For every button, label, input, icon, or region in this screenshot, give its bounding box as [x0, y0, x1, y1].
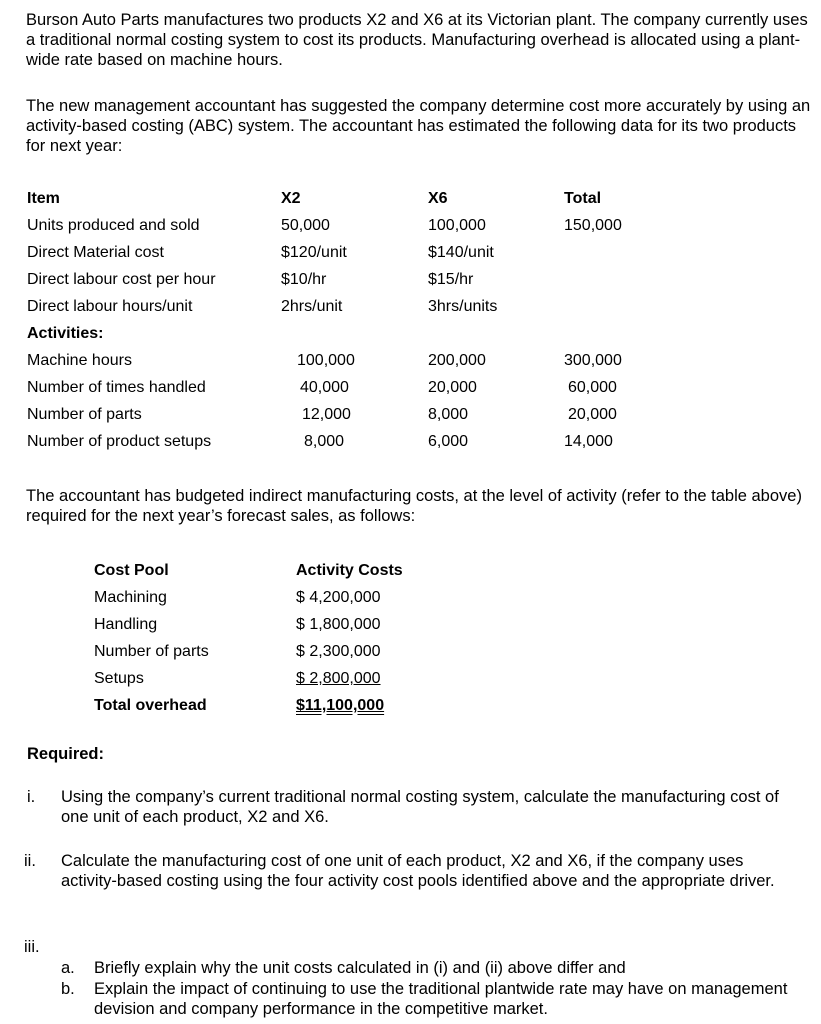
cost-pool-value: $ 4,200,000 — [296, 589, 381, 606]
list-item: Briefly explain why the unit costs calculated in (i) and (ii) above differ and — [94, 959, 626, 977]
table-cell: 60,000 — [568, 379, 617, 396]
table-row-label: Units produced and sold — [27, 217, 200, 234]
table-row-label: Direct Material cost — [27, 244, 164, 261]
cost-pool-value: $ 2,300,000 — [296, 643, 381, 660]
total-overhead-label: Total overhead — [94, 697, 207, 714]
list-item: Explain the impact of continuing to use the traditional plantwide rate may have on management devision and company performance in the competitive market. — [94, 980, 788, 1018]
budget-paragraph: The accountant has budgeted indirect manufacturing costs, at the level of activity (refer to the table above) required for the next year’s forecast sales, as follows: — [26, 487, 802, 525]
cost-pool-label: Handling — [94, 616, 158, 633]
table-cell: 100,000 — [428, 217, 486, 234]
table-cell: $15/hr — [428, 271, 474, 288]
table-cell: $120/unit — [281, 244, 347, 261]
table-cell: 3hrs/units — [428, 298, 498, 315]
table-cell: 14,000 — [564, 433, 613, 450]
table-cell: 40,000 — [300, 379, 349, 396]
list-marker: i. — [27, 788, 36, 806]
table-row-label: Direct labour cost per hour — [27, 271, 216, 288]
table-cell: 8,000 — [428, 406, 469, 423]
table-cell: 20,000 — [428, 379, 477, 396]
list-item: Using the company’s current traditional normal costing system, calculate the manufacturing cost of one unit of each product, X2 and X6. — [61, 788, 779, 826]
header-total: Total — [564, 190, 602, 207]
header-cost-pool: Cost Pool — [94, 562, 169, 579]
table-cell: 20,000 — [568, 406, 617, 423]
cost-pool-label: Setups — [94, 670, 144, 687]
intro-paragraph-2: The new management accountant has suggested the company determine cost more accurately by using an activity-based costing (ABC) system. The accountant has estimated the following data for its two products for next year: — [26, 97, 811, 155]
list-item: Calculate the manufacturing cost of one unit of each product, X2 and X6, if the company uses activity-based costing using the four activity cost pools identified above and the appropriate driver. — [61, 852, 775, 890]
table-cell: 6,000 — [428, 433, 469, 450]
table-cell: $140/unit — [428, 244, 494, 261]
header-item: Item — [27, 190, 60, 207]
total-overhead-value: $11,100,000 — [296, 697, 385, 714]
table-row-label: Direct labour hours/unit — [27, 298, 193, 315]
list-marker: a. — [61, 959, 75, 977]
table-cell: 300,000 — [564, 352, 622, 369]
cost-pool-value: $ 2,800,000 — [296, 670, 381, 687]
table-cell: 150,000 — [564, 217, 622, 234]
table-cell: $10/hr — [281, 271, 327, 288]
list-marker: ii. — [24, 852, 36, 870]
list-marker: b. — [61, 980, 75, 998]
activities-label: Activities: — [27, 325, 104, 342]
header-activity-costs: Activity Costs — [296, 562, 403, 579]
list-marker: iii. — [24, 938, 40, 956]
table-cell: 12,000 — [302, 406, 351, 423]
cost-pool-label: Number of parts — [94, 643, 209, 660]
required-heading: Required: — [27, 745, 105, 763]
table-cell: 50,000 — [281, 217, 330, 234]
header-x6: X6 — [428, 190, 448, 207]
table-row-label: Machine hours — [27, 352, 132, 369]
table-row-label: Number of parts — [27, 406, 142, 423]
header-x2: X2 — [281, 190, 301, 207]
intro-paragraph-1: Burson Auto Parts manufactures two products X2 and X6 at its Victorian plant. The company currently uses a traditional normal costing system to cost its products. Manufacturing overhead is allocated using a plant-wide rate based on machine hours. — [26, 11, 808, 69]
table-cell: 100,000 — [297, 352, 355, 369]
cost-pool-value: $ 1,800,000 — [296, 616, 381, 633]
table-cell: 2hrs/unit — [281, 298, 343, 315]
cost-pool-label: Machining — [94, 589, 167, 606]
table-cell: 8,000 — [304, 433, 345, 450]
table-row-label: Number of times handled — [27, 379, 206, 396]
table-row-label: Number of product setups — [27, 433, 212, 450]
table-cell: 200,000 — [428, 352, 486, 369]
